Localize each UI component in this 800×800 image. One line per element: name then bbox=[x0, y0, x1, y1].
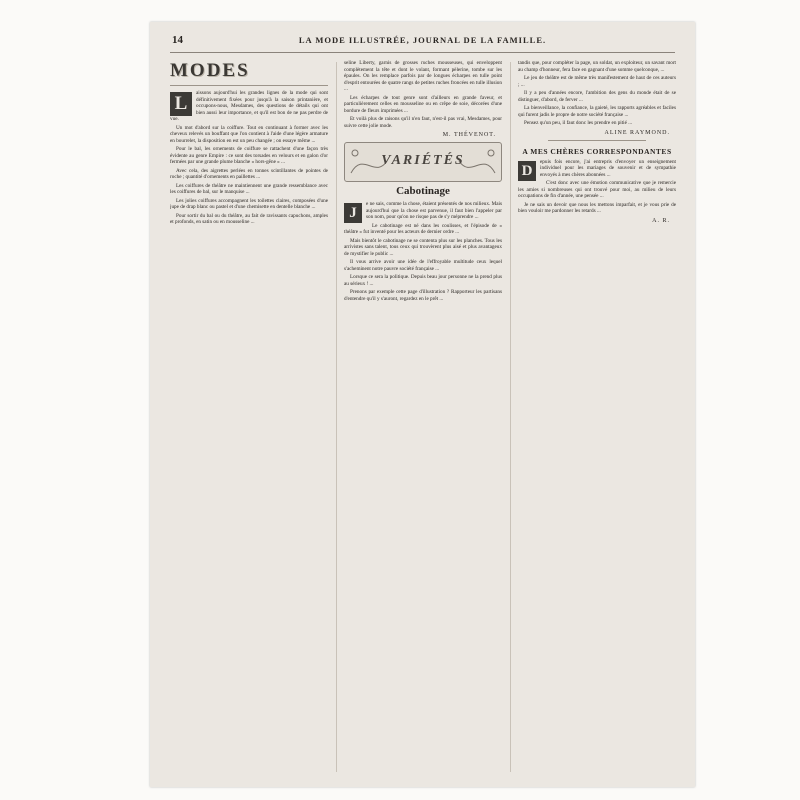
cabotinage-paragraph: Mais bientôt le cabotinage ne se contenta plus sur les planches. Tous les arrivistes sans talent, tous ceux qui trouvèrent plus aisé et plus avantageux de mystifier le public ... bbox=[344, 237, 502, 257]
cabotinage-paragraph: Il vous arrive avoir une idée de l'effroyable multitude ceux lequel s'acheminent notre pauvre société française ... bbox=[344, 259, 502, 272]
column-divider bbox=[510, 62, 511, 772]
cabotinage-continued-paragraph: Il y a peu d'années encore, l'ambition des gens du monde était de se distinguer, d'abord, de ferver ... bbox=[518, 90, 676, 103]
page-header bbox=[150, 32, 695, 50]
running-title: LA MODE ILLUSTRÉE, JOURNAL DE LA FAMILLE. bbox=[298, 35, 547, 45]
correspondence-paragraph: C'est donc avec une émotion communicative que je remercie les amies si nombreuses qui ont trouvé pour moi, au milieu de leurs occupations de fin d'année, une pensée ... bbox=[518, 180, 676, 199]
modes-paragraph: Pour le bal, les ornements de coiffure se rattachent d'une façon très évidente au genre Empire : ce sont des torsades en velours et en galon d'or fermées par une grande plume blanche « hors-gêne » ... bbox=[170, 146, 328, 165]
right-column bbox=[518, 60, 676, 775]
modes-paragraph: Les jolies coiffures accompagnent les toilettes claires, composées d'une jupe de drap blanc ou pastel et d'une chemisette en dentelle blanche ... bbox=[170, 197, 328, 210]
modes-column bbox=[170, 60, 328, 775]
cabotinage-continued-paragraph: tandis que, pour compléter la page, un soldat, un exploiteur, un savant mort au champ d'honneur, fera face en gagnant d'une somme quelconque, ... bbox=[518, 60, 676, 73]
modes-signature: M. THÉVENOT. bbox=[442, 132, 496, 138]
modes-paragraph: Pour sortir du bal ou du théâtre, au fait de ravissants capuchons, amples et profonds, en satin ou en mousseline ... bbox=[170, 212, 328, 225]
header-rule bbox=[170, 52, 675, 53]
modes-paragraph: Avec cela, des aigrettes perlées en tonnes scintillantes de pointes de roche ; quantité d'ornements en paillettes ... bbox=[170, 167, 328, 180]
section-divider bbox=[548, 140, 646, 141]
column-divider bbox=[336, 62, 337, 772]
cabotinage-paragraph: Lorsque ce sera la politique. Depuis beau jour personne ne la prend plus au sérieux ! ... bbox=[344, 274, 502, 287]
correspondence-paragraph: epuis fois encore, j'ai entrepris d'envoyer un enseignement individuel pour les mariages de souvenir et de sympathie envoyés à mes chères abonnées ... bbox=[540, 158, 676, 178]
cabotinage-continued-paragraph: Le jeu de théâtre est de même très manifestement de haut de ces auteurs ; ... bbox=[518, 75, 676, 88]
cabotinage-continued-paragraph: Pensez qu'un peu, il faut donc les prendre en pitié ... bbox=[524, 120, 633, 126]
modes-continued-paragraph: Et voilà plus de raisons qu'il n'en faut, n'est-il pas vrai, Mesdames, pour suivre cette jolie mode. bbox=[344, 116, 502, 129]
correspondence-first-paragraph bbox=[518, 159, 676, 179]
middle-column bbox=[344, 60, 502, 775]
page-number: 14 bbox=[172, 34, 183, 46]
newspaper-page bbox=[150, 22, 695, 787]
varietes-heading: VARIÉTÉS bbox=[381, 153, 465, 168]
modes-continued-paragraph: Les écharpes de tout genre sont d'ailleurs en grande faveur, et particulièrement celles en mousseline ou en crêpe de soie, décorées d'une bordure de fleurs imprimées ... bbox=[344, 94, 502, 114]
cabotinage-paragraph: e ne sais, comme la chose, étaient présentés de nos milieux. Mais aujourd'hui que la chose est parvenue, il faut bien l'appeler par son nom, pour qu'on ne risque pas de s'y méprendre ... bbox=[366, 201, 502, 220]
modes-paragraph: aissons aujourd'hui les grandes lignes de la mode qui sont définitivement fixées pour jusqu'à la saison printanière, et occupons-nous, Mesdames, des questions de détails qui ont bien aussi leur importance, et qu'il est bon de ne pas perdre de vue. bbox=[170, 90, 328, 122]
modes-first-paragraph bbox=[170, 90, 328, 123]
cabotinage-signature: ALINE RAYMOND. bbox=[604, 129, 670, 136]
correspondence-title: A MES CHÈRES CORRESPONDANTES bbox=[522, 146, 672, 156]
correspondence-paragraph: Je ne sais un devoir que nous les mettons imparfait, et je vous prie de bien vouloir me pardonner les retards ... bbox=[518, 201, 676, 214]
modes-title: MODES bbox=[170, 60, 328, 86]
cabotinage-title: Cabotinage bbox=[396, 185, 450, 197]
modes-paragraph: Les coiffures de théâtre ne maintiennent une grande ressemblance avec les coiffures de bal, sur le manquise ... bbox=[170, 182, 328, 195]
modes-paragraph: Un mot d'abord sur la coiffure. Tout en continuant à former avec les cheveux relevés un bouffant que l'on contient à l'aide d'une légère armature en bourrelet, la disposition en est un peu changée ; on essaye même ... bbox=[170, 124, 328, 144]
varietes-vignette bbox=[344, 142, 502, 182]
modes-continued-paragraph: seline Liberty, garnis de grosses ruches mousseuses, qui enveloppent complètement la tête et dont le volant, formant pèlerine, tombe sur les épaules. On les remplace parfois par de longues écharpes en tulle point d'esprit entourées de quatre rangs de petites ruches froncées en tulle illusion ... bbox=[344, 60, 502, 92]
cabotinage-continued-paragraph: La bienveillance, la confiance, la gaieté, les rapports agréables et faciles qui furent jadis le propre de notre société française ... bbox=[518, 105, 676, 118]
cabotinage-paragraph: Prenons par exemple cette page d'illustration ? Rapporteur les partisans d'entendre qu'il y s'auront, regardez en le prêt ... bbox=[344, 289, 502, 302]
correspondence-initials: A. R. bbox=[652, 217, 670, 224]
cabotinage-paragraph: Le cabotinage est né dans les coulisses, et l'épisode de « théâtre » fut inventé pour les acteurs de dernier ordre ... bbox=[344, 222, 502, 235]
modes-dropcap: L bbox=[170, 92, 192, 116]
correspondence-dropcap: D bbox=[518, 161, 536, 181]
cabotinage-dropcap: J bbox=[344, 203, 362, 223]
cabotinage-first-paragraph bbox=[344, 201, 502, 221]
